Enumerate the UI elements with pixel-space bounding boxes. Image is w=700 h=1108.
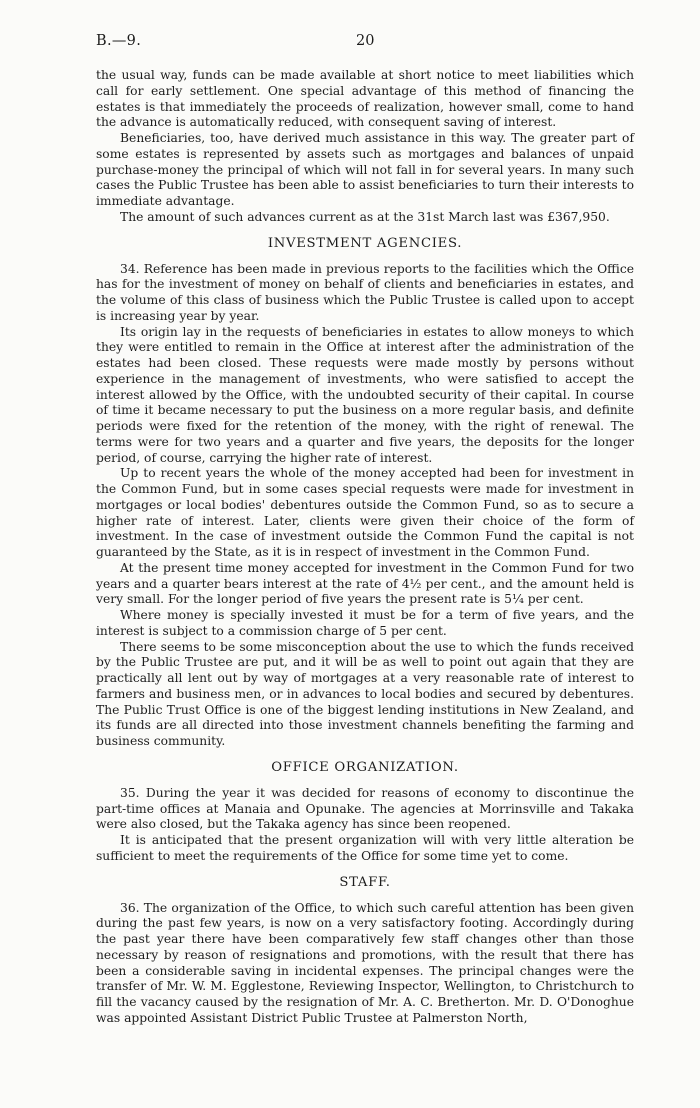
paragraph-special-invest: Where money is specially invested it must be for a term of five years, and the interest is subject to a commission charge of 5 per cent.: [96, 608, 634, 638]
heading-investment-agencies: INVESTMENT AGENCIES.: [267, 235, 463, 251]
paragraph-36: 36. The organization of the Office, to which such careful attention has been given during the past few years, is now on a very satisfactory footing. Accordingly during the past year there have been comparatively few staff changes other than those necessary by reason of resignations and promotions, with the result that there has been a considerable saving in incidental expenses. The principal changes were the transfer of Mr. W. M. Egglestone, Reviewing Inspector, Wellington, to Christchurch to fill the vacancy caused by the resignation of Mr. A. C. Bretherton. Mr. D. O'Donoghue was appointed Assistant District Public Trustee at Palmerston North,: [96, 900, 634, 1025]
paragraph-advances-amount: The amount of such advances current as at the 31st March last was £367,950.: [120, 209, 610, 224]
paragraph-interest-rates: At the present time money accepted for investment in the Common Fund for two years and a quarter bears interest at the rate of 4½ per cent., and the amount held is very small. For the longer period of five years the present rate is 5¼ per cent.: [96, 560, 634, 607]
heading-staff: STAFF.: [339, 874, 391, 890]
document-reference: B.—9.: [96, 33, 142, 49]
heading-office-organization: OFFICE ORGANIZATION.: [271, 759, 459, 775]
page-body: [96, 68, 634, 1027]
paragraph-35: 35. During the year it was decided for reasons of economy to discontinue the part-time offices at Manaia and Opunake. The agencies at Morrinsville and Takaka were also closed, but the Takaka agency has since been reopened.: [96, 785, 634, 832]
page-number: 20: [356, 33, 375, 49]
paragraph-anticipated: It is anticipated that the present organization will with very little alteration be sufficient to meet the requirements of the Office for some time yet to come.: [96, 833, 634, 863]
paragraph-34: 34. Reference has been made in previous reports to the facilities which the Office has for the investment of money on behalf of clients and beneficiaries in estates, and the volume of this class of business which the Public Trustee is called upon to accept is increasing year by year.: [96, 261, 634, 323]
paragraph-common-fund: Up to recent years the whole of the money accepted had been for investment in the Common Fund, but in some cases special requests were made for investment in mortgages or local bodies' debentures outside the Common Fund, so as to secure a higher rate of interest. Later, clients were given their choice of the form of investment. In the case of investment outside the Common Fund the capital is not guaranteed by the State, as it is in respect of investment in the Common Fund.: [96, 466, 634, 559]
paragraph-misconception: There seems to be some misconception about the use to which the funds received by the Public Trustee are put, and it will be as well to point out again that they are practically all lent out by way of mortgages at a very reasonable rate of interest to farmers and business men, or in advances to local bodies and secured by debentures. The Public Trust Office is one of the biggest lending institutions in New Zealand, and its funds are all directed into those investment channels benefiting the farming and business community.: [96, 639, 634, 748]
paragraph-beneficiaries: Beneficiaries, too, have derived much assistance in this way. The greater part of some estates is represented by assets such as mortgages and balances of unpaid purchase-money the principal of which will not fall in for several years. In many such cases the Public Trustee has been able to assist beneficiaries to turn their interests to immediate advantage.: [96, 131, 634, 208]
paragraph-origin: Its origin lay in the requests of beneficiaries in estates to allow moneys to which they were entitled to remain in the Office at interest after the administration of the estates had been closed. These requests were made mostly by persons without experience in the management of investments, who were satisfied to accept the interest allowed by the Office, with the undoubted security of their capital. In course of time it became necessary to put the business on a more regular basis, and definite periods were fixed for the retention of the money, with the right of renewal. The terms were for two years and a quarter and five years, the deposits for the longer period, of course, carrying the higher rate of interest.: [96, 324, 634, 465]
paragraph-continuation: the usual way, funds can be made available at short notice to meet liabilities which call for early settlement. One special advantage of this method of financing the estates is that immediately the proceeds of realization, however small, come to hand the advance is automatically reduced, with consequent saving of interest.: [96, 68, 634, 130]
